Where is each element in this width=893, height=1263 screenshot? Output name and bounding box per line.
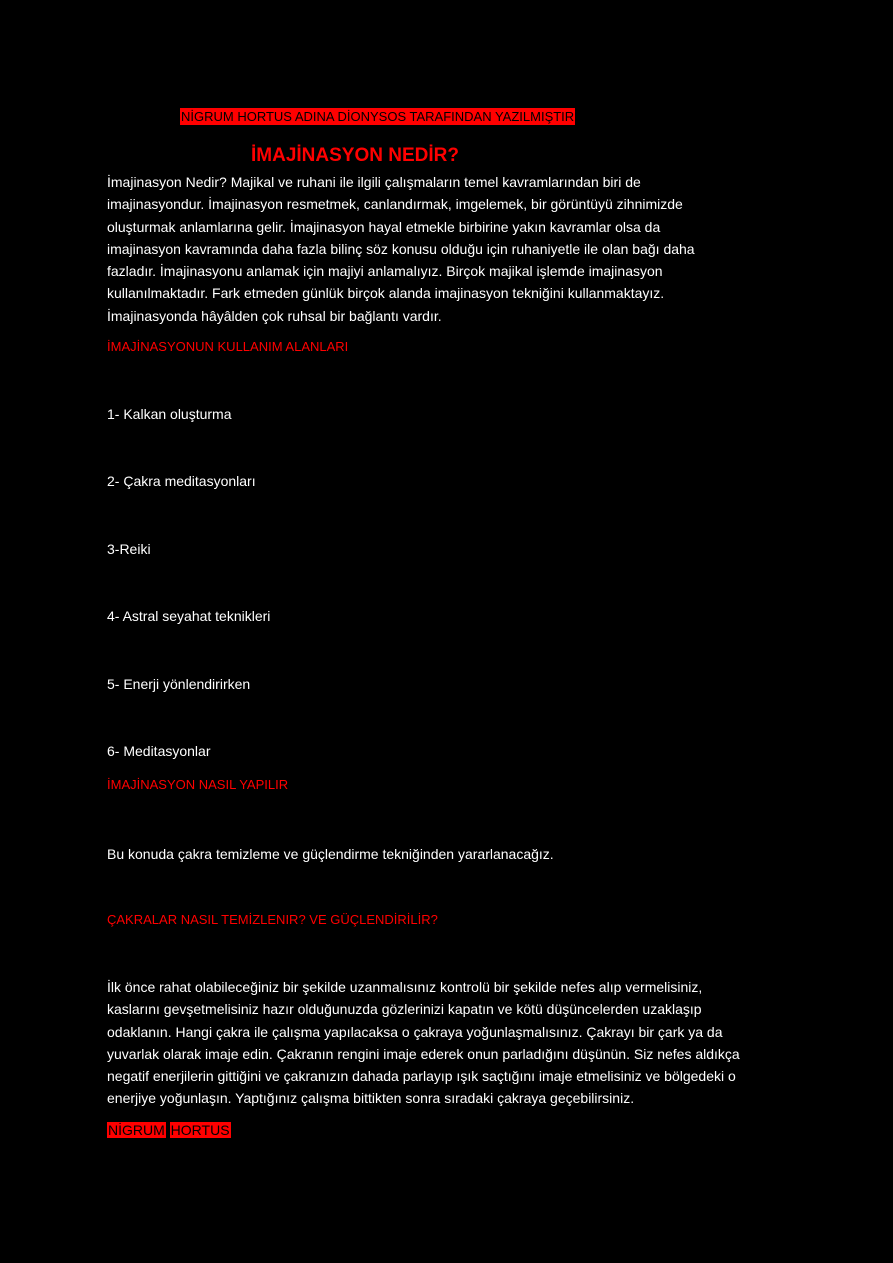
chakra-paragraph [107, 976, 797, 1110]
list-item: 5- Enerji yönlendirirken [107, 676, 251, 692]
footer-word: NİGRUM [108, 1122, 165, 1138]
footer-word: HORTUS [170, 1122, 230, 1138]
list-item: 6- Meditasyonlar [107, 743, 211, 759]
intro-line: İmajinasyon Nedir? Majikal ve ruhani ile ilgili çalışmaların temel kavramlarından biri de [107, 174, 641, 190]
chakra-line: negatif enerjilerin gittiğini ve çakranızın dahada parlayıp ışık saçtığını imaje etmelisiniz ve bölgedeki o [107, 1068, 736, 1085]
list-item: 1- Kalkan oluşturma [107, 406, 232, 422]
chakra-line: enerjiye yoğunlaşın. Yaptığınız çalışma bittikten sonra sıradaki çakraya geçebilirsiniz. [107, 1090, 635, 1107]
intro-paragraph [107, 171, 797, 327]
how-heading: İMAJİNASYON NASIL YAPILIR [107, 777, 289, 792]
usage-heading: İMAJİNASYONUN KULLANIM ALANLARI [107, 339, 349, 354]
intro-line: kullanılmaktadır. Fark etmeden günlük birçok alanda imajinasyon tekniğini kullanmaktayız. [107, 285, 665, 302]
intro-line: fazladır. İmajinasyonu anlamak için majiyi anlamalıyız. Birçok majikal işlemde imajinasyon [107, 263, 663, 280]
chakra-line: odaklanın. Hangi çakra ile çalışma yapılacaksa o çakraya yoğunlaşmalısınız. Çakrayı bir çark ya da [107, 1023, 723, 1040]
author-line: NİGRUM HORTUS ADINA DİONYSOS TARAFINDAN YAZILMIŞTIR [181, 109, 575, 124]
intro-line: oluşturmak anlamlarına gelir. İmajinasyon hayal etmekle birbirine yakın kavramlar olsa da [107, 218, 661, 235]
list-item: 3-Reiki [107, 541, 151, 557]
intro-line: imajinasyon kavramında daha fazla bilinç söz konusu olduğu için ruhaniyetle ile olan bağı daha [107, 240, 695, 257]
footer-signature [107, 1121, 231, 1140]
page-title: İMAJİNASYON NEDİR? [251, 145, 459, 166]
intro-line: imajinasyondur. İmajinasyon resmetmek, canlandırmak, imgelemek, bir görüntüyü zihnimizde [107, 196, 683, 213]
how-text: Bu konuda çakra temizleme ve güçlendirme tekniğinden yararlanacağız. [107, 846, 554, 862]
chakra-line: İlk önce rahat olabileceğiniz bir şekilde uzanmalısınız kontrolü bir şekilde nefes alıp vermelisiniz, [107, 979, 703, 995]
chakra-heading: ÇAKRALAR NASIL TEMİZLENIR? VE GÜÇLENDİRİLİR? [107, 912, 438, 927]
list-item: 2- Çakra meditasyonları [107, 473, 256, 489]
chakra-line: yuvarlak olarak imaje edin. Çakranın rengini imaje ederek onun parladığını düşünün. Siz nefes aldıkça [107, 1045, 740, 1062]
intro-line: İmajinasyonda hâyâlden çok ruhsal bir bağlantı vardır. [107, 307, 442, 324]
list-item: 4- Astral seyahat teknikleri [107, 608, 271, 624]
chakra-line: kaslarını gevşetmelisiniz hazır olduğunuzda gözlerinizi kapatın ve kötü düşüncelerden uzaklaşıp [107, 1001, 702, 1018]
